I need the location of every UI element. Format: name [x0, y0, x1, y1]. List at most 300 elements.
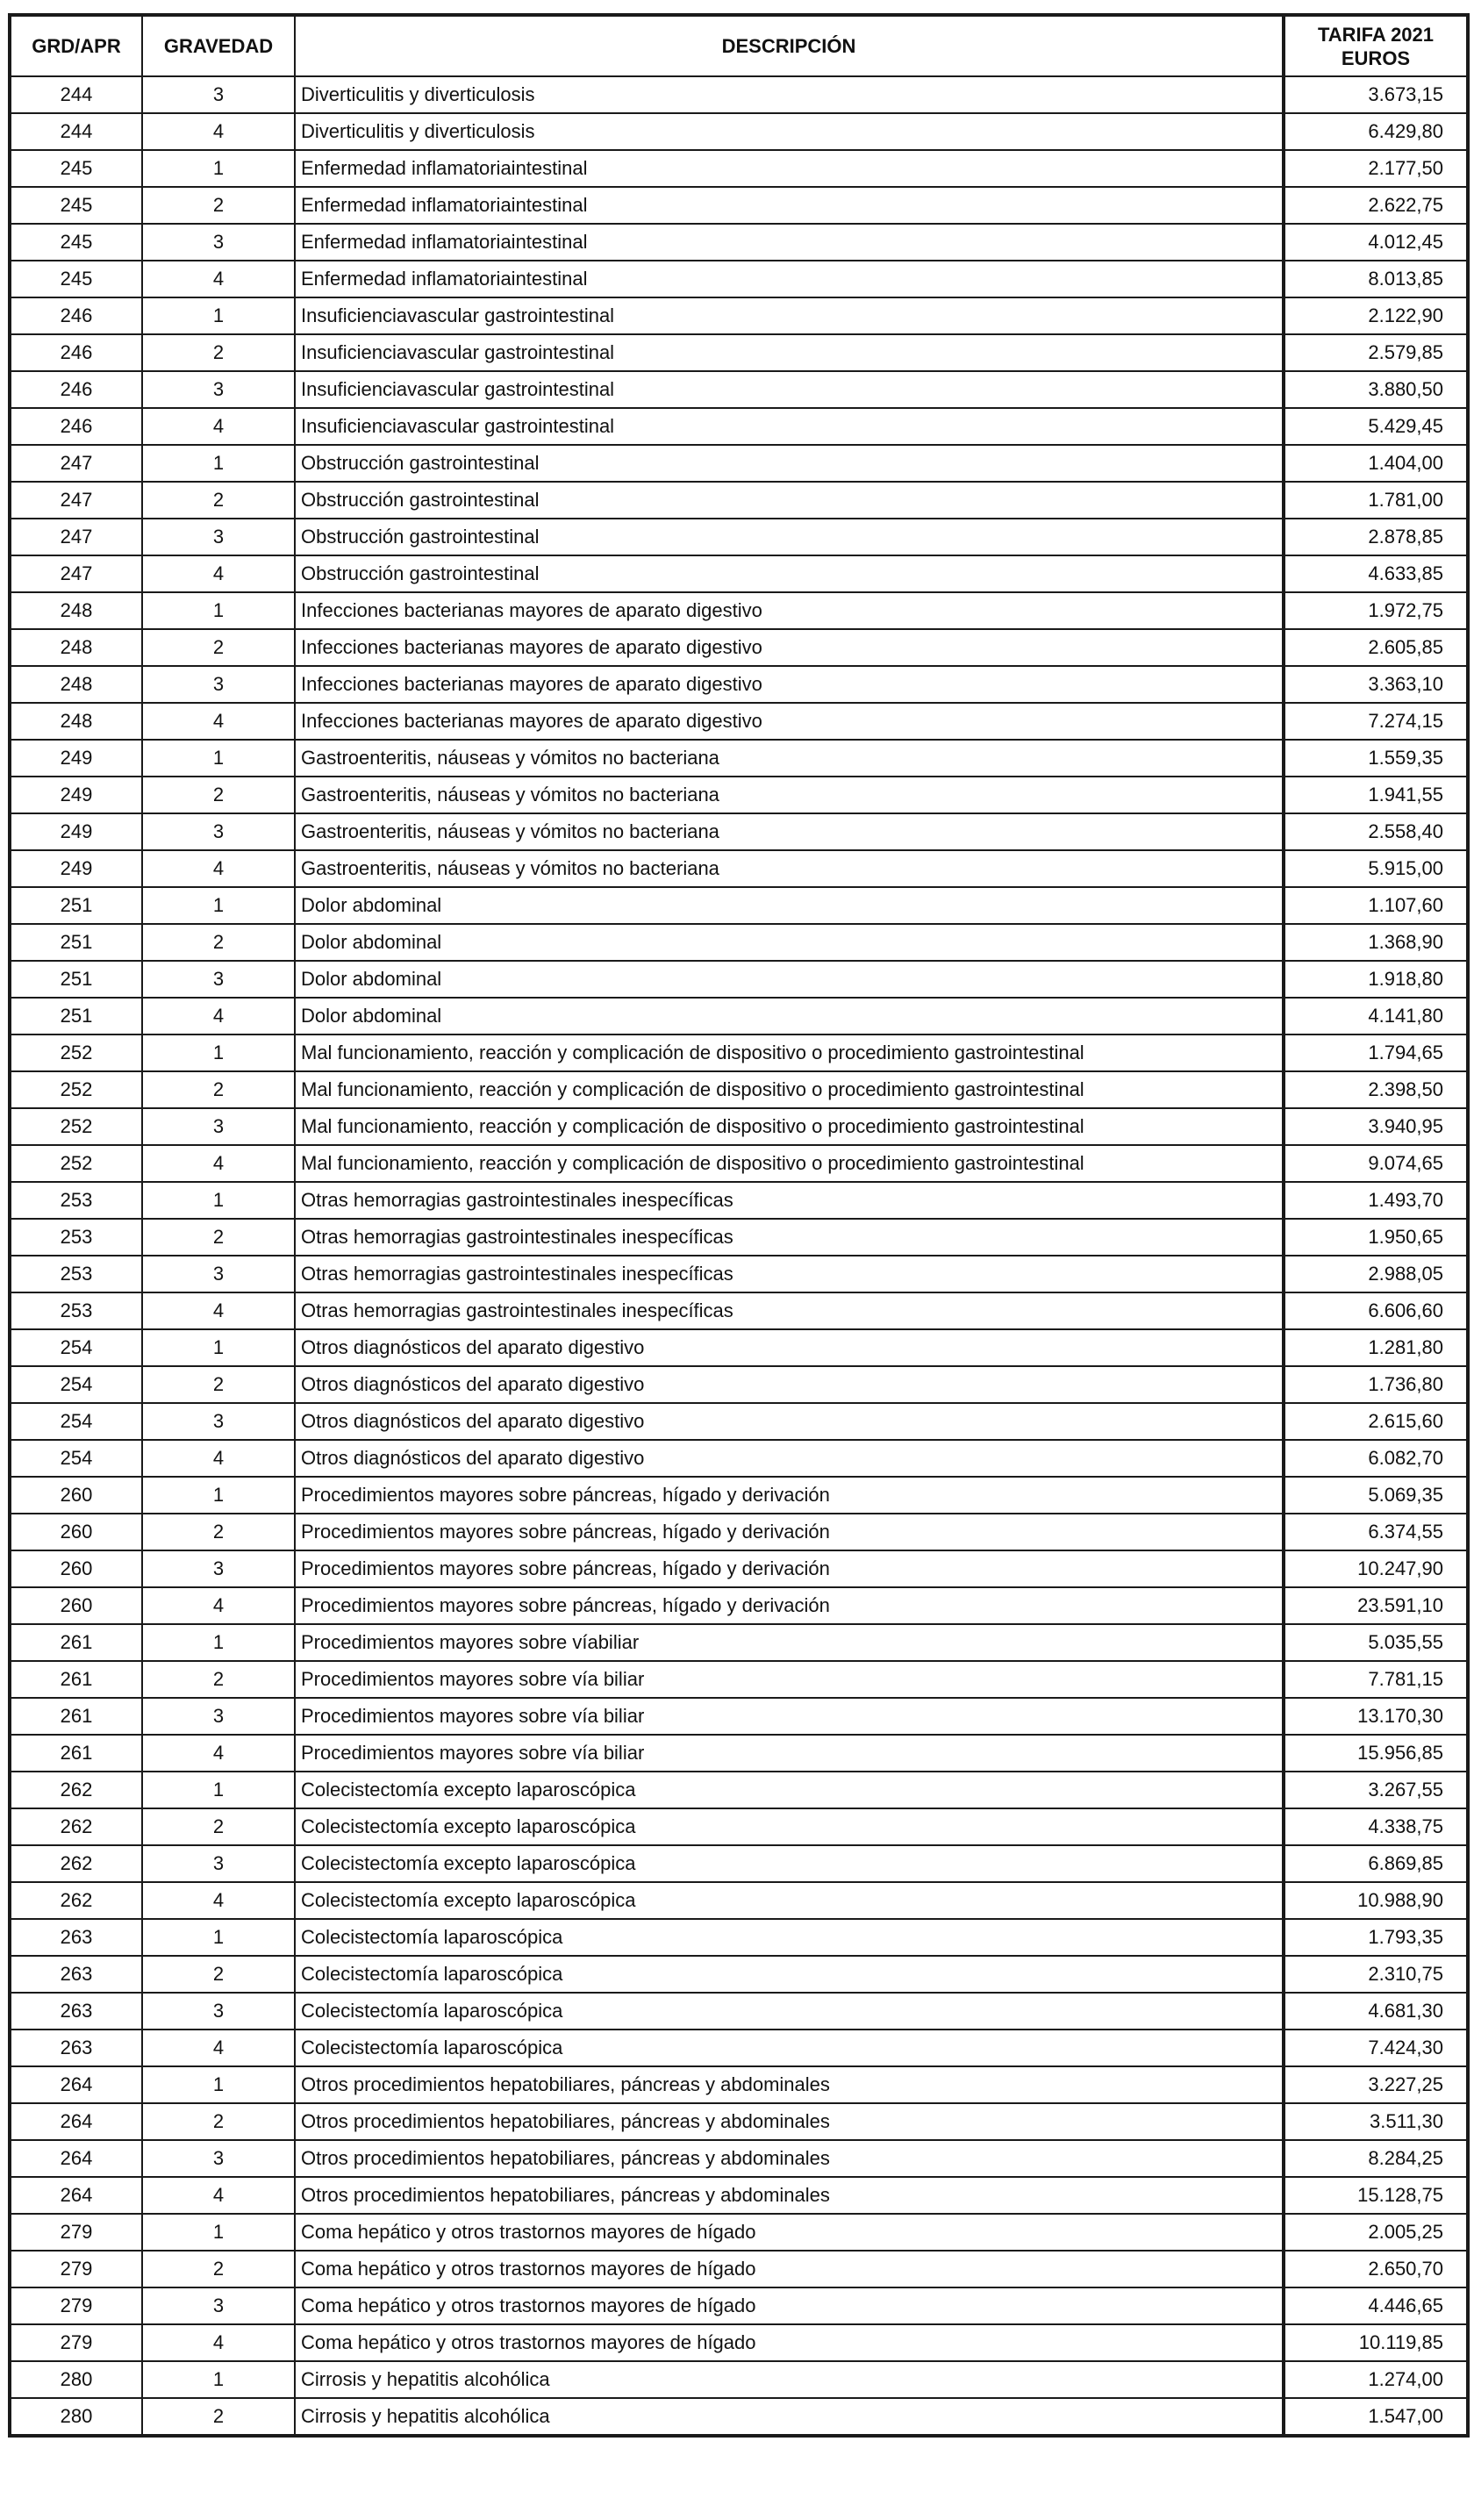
cell-grd: 247 — [10, 555, 142, 592]
cell-grd: 246 — [10, 371, 142, 408]
cell-descripcion: Colecistectomía excepto laparoscópica — [295, 1845, 1284, 1882]
cell-gravedad: 1 — [142, 1624, 295, 1661]
cell-gravedad: 3 — [142, 76, 295, 113]
cell-gravedad: 2 — [142, 2251, 295, 2287]
cell-tarifa: 7.424,30 — [1284, 2030, 1468, 2066]
cell-grd: 244 — [10, 76, 142, 113]
cell-tarifa: 23.591,10 — [1284, 1587, 1468, 1624]
header-row — [10, 15, 1468, 76]
cell-grd: 248 — [10, 666, 142, 703]
cell-gravedad: 4 — [142, 1145, 295, 1182]
cell-descripcion: Otros procedimientos hepatobiliares, páncreas y abdominales — [295, 2140, 1284, 2177]
cell-descripcion: Obstrucción gastrointestinal — [295, 445, 1284, 482]
cell-grd: 260 — [10, 1514, 142, 1550]
cell-tarifa: 2.005,25 — [1284, 2214, 1468, 2251]
cell-descripcion: Colecistectomía laparoscópica — [295, 1956, 1284, 1993]
header-grd: GRD/APR — [10, 15, 142, 76]
table-row — [10, 2177, 1468, 2214]
cell-descripcion: Coma hepático y otros trastornos mayores de hígado — [295, 2214, 1284, 2251]
cell-tarifa: 1.547,00 — [1284, 2398, 1468, 2436]
cell-gravedad: 2 — [142, 1514, 295, 1550]
cell-descripcion: Gastroenteritis, náuseas y vómitos no bacteriana — [295, 740, 1284, 777]
table-row — [10, 334, 1468, 371]
cell-tarifa: 2.605,85 — [1284, 629, 1468, 666]
cell-tarifa: 2.398,50 — [1284, 1071, 1468, 1108]
table-row — [10, 1882, 1468, 1919]
table-row — [10, 408, 1468, 445]
cell-grd: 260 — [10, 1477, 142, 1514]
table-row — [10, 1550, 1468, 1587]
cell-grd: 247 — [10, 445, 142, 482]
table-row — [10, 2140, 1468, 2177]
cell-descripcion: Obstrucción gastrointestinal — [295, 482, 1284, 519]
cell-gravedad: 2 — [142, 924, 295, 961]
table-row — [10, 2214, 1468, 2251]
cell-grd: 253 — [10, 1182, 142, 1219]
cell-gravedad: 2 — [142, 2103, 295, 2140]
cell-tarifa: 15.128,75 — [1284, 2177, 1468, 2214]
cell-gravedad: 3 — [142, 666, 295, 703]
cell-descripcion: Colecistectomía excepto laparoscópica — [295, 1882, 1284, 1919]
cell-descripcion: Otras hemorragias gastrointestinales inespecíficas — [295, 1182, 1284, 1219]
table-row — [10, 1514, 1468, 1550]
cell-gravedad: 3 — [142, 813, 295, 850]
cell-tarifa: 4.338,75 — [1284, 1808, 1468, 1845]
cell-descripcion: Enfermedad inflamatoriaintestinal — [295, 224, 1284, 261]
cell-grd: 279 — [10, 2324, 142, 2361]
cell-tarifa: 1.107,60 — [1284, 887, 1468, 924]
cell-grd: 253 — [10, 1219, 142, 1256]
cell-gravedad: 3 — [142, 1256, 295, 1292]
cell-tarifa: 2.177,50 — [1284, 150, 1468, 187]
cell-descripcion: Diverticulitis y diverticulosis — [295, 76, 1284, 113]
cell-descripcion: Coma hepático y otros trastornos mayores de hígado — [295, 2251, 1284, 2287]
table-row — [10, 2324, 1468, 2361]
cell-grd: 251 — [10, 998, 142, 1034]
cell-descripcion: Procedimientos mayores sobre páncreas, hígado y derivación — [295, 1514, 1284, 1550]
cell-tarifa: 1.274,00 — [1284, 2361, 1468, 2398]
cell-descripcion: Colecistectomía laparoscópica — [295, 1993, 1284, 2030]
table-row — [10, 1919, 1468, 1956]
table-row — [10, 1587, 1468, 1624]
cell-tarifa: 1.794,65 — [1284, 1034, 1468, 1071]
table-row — [10, 519, 1468, 555]
cell-gravedad: 2 — [142, 482, 295, 519]
cell-descripcion: Otras hemorragias gastrointestinales inespecíficas — [295, 1256, 1284, 1292]
table-row — [10, 2287, 1468, 2324]
table-body — [10, 76, 1468, 2436]
cell-grd: 249 — [10, 813, 142, 850]
cell-gravedad: 4 — [142, 1587, 295, 1624]
table-row — [10, 1772, 1468, 1808]
cell-grd: 263 — [10, 1956, 142, 1993]
cell-tarifa: 1.559,35 — [1284, 740, 1468, 777]
cell-tarifa: 2.122,90 — [1284, 297, 1468, 334]
cell-gravedad: 2 — [142, 2398, 295, 2436]
table-row — [10, 482, 1468, 519]
cell-gravedad: 4 — [142, 1735, 295, 1772]
cell-tarifa: 4.633,85 — [1284, 555, 1468, 592]
cell-descripcion: Enfermedad inflamatoriaintestinal — [295, 187, 1284, 224]
cell-tarifa: 3.673,15 — [1284, 76, 1468, 113]
cell-descripcion: Obstrucción gastrointestinal — [295, 555, 1284, 592]
cell-descripcion: Dolor abdominal — [295, 887, 1284, 924]
table-row — [10, 1329, 1468, 1366]
cell-descripcion: Procedimientos mayores sobre vía biliar — [295, 1698, 1284, 1735]
cell-gravedad: 2 — [142, 1661, 295, 1698]
cell-tarifa: 6.606,60 — [1284, 1292, 1468, 1329]
table-row — [10, 1477, 1468, 1514]
cell-tarifa: 8.284,25 — [1284, 2140, 1468, 2177]
cell-tarifa: 7.781,15 — [1284, 1661, 1468, 1698]
cell-gravedad: 4 — [142, 1882, 295, 1919]
table-row — [10, 2066, 1468, 2103]
cell-grd: 280 — [10, 2398, 142, 2436]
cell-tarifa: 10.247,90 — [1284, 1550, 1468, 1587]
cell-gravedad: 4 — [142, 2324, 295, 2361]
cell-descripcion: Dolor abdominal — [295, 998, 1284, 1034]
cell-gravedad: 2 — [142, 1219, 295, 1256]
cell-tarifa: 10.988,90 — [1284, 1882, 1468, 1919]
cell-descripcion: Infecciones bacterianas mayores de aparato digestivo — [295, 592, 1284, 629]
cell-gravedad: 2 — [142, 334, 295, 371]
table-row — [10, 1440, 1468, 1477]
table-row — [10, 1698, 1468, 1735]
cell-gravedad: 4 — [142, 261, 295, 297]
table-row — [10, 1366, 1468, 1403]
cell-gravedad: 1 — [142, 150, 295, 187]
cell-descripcion: Gastroenteritis, náuseas y vómitos no bacteriana — [295, 813, 1284, 850]
cell-grd: 260 — [10, 1587, 142, 1624]
cell-gravedad: 3 — [142, 1403, 295, 1440]
table-row — [10, 998, 1468, 1034]
table-row — [10, 371, 1468, 408]
table-row — [10, 1256, 1468, 1292]
cell-gravedad: 1 — [142, 297, 295, 334]
cell-tarifa: 1.972,75 — [1284, 592, 1468, 629]
table-row — [10, 113, 1468, 150]
cell-tarifa: 2.650,70 — [1284, 2251, 1468, 2287]
cell-grd: 260 — [10, 1550, 142, 1587]
cell-descripcion: Mal funcionamiento, reacción y complicación de dispositivo o procedimiento gastrointestinal — [295, 1108, 1284, 1145]
cell-descripcion: Enfermedad inflamatoriaintestinal — [295, 261, 1284, 297]
cell-tarifa: 15.956,85 — [1284, 1735, 1468, 1772]
cell-grd: 252 — [10, 1071, 142, 1108]
cell-tarifa: 1.281,80 — [1284, 1329, 1468, 1366]
cell-descripcion: Infecciones bacterianas mayores de aparato digestivo — [295, 666, 1284, 703]
cell-tarifa: 5.915,00 — [1284, 850, 1468, 887]
cell-descripcion: Otras hemorragias gastrointestinales inespecíficas — [295, 1292, 1284, 1329]
cell-gravedad: 1 — [142, 2214, 295, 2251]
table-row — [10, 297, 1468, 334]
cell-grd: 279 — [10, 2214, 142, 2251]
cell-tarifa: 1.368,90 — [1284, 924, 1468, 961]
cell-descripcion: Mal funcionamiento, reacción y complicación de dispositivo o procedimiento gastrointestinal — [295, 1145, 1284, 1182]
cell-descripcion: Colecistectomía laparoscópica — [295, 1919, 1284, 1956]
table-row — [10, 850, 1468, 887]
cell-grd: 249 — [10, 850, 142, 887]
cell-grd: 252 — [10, 1108, 142, 1145]
cell-grd: 262 — [10, 1845, 142, 1882]
cell-tarifa: 2.310,75 — [1284, 1956, 1468, 1993]
cell-gravedad: 1 — [142, 1182, 295, 1219]
cell-gravedad: 3 — [142, 1698, 295, 1735]
cell-grd: 251 — [10, 924, 142, 961]
table-row — [10, 1845, 1468, 1882]
cell-tarifa: 2.988,05 — [1284, 1256, 1468, 1292]
cell-gravedad: 2 — [142, 1808, 295, 1845]
table-row — [10, 666, 1468, 703]
cell-descripcion: Insuficienciavascular gastrointestinal — [295, 408, 1284, 445]
cell-descripcion: Obstrucción gastrointestinal — [295, 519, 1284, 555]
table-row — [10, 1034, 1468, 1071]
table-row — [10, 1808, 1468, 1845]
table-row — [10, 150, 1468, 187]
table-row — [10, 1071, 1468, 1108]
table-row — [10, 1108, 1468, 1145]
cell-tarifa: 10.119,85 — [1284, 2324, 1468, 2361]
table-row — [10, 592, 1468, 629]
cell-tarifa: 1.493,70 — [1284, 1182, 1468, 1219]
table-row — [10, 1403, 1468, 1440]
cell-gravedad: 3 — [142, 371, 295, 408]
cell-tarifa: 6.374,55 — [1284, 1514, 1468, 1550]
cell-grd: 254 — [10, 1440, 142, 1477]
cell-grd: 261 — [10, 1735, 142, 1772]
cell-descripcion: Colecistectomía excepto laparoscópica — [295, 1772, 1284, 1808]
cell-descripcion: Colecistectomía laparoscópica — [295, 2030, 1284, 2066]
cell-gravedad: 1 — [142, 592, 295, 629]
cell-descripcion: Cirrosis y hepatitis alcohólica — [295, 2361, 1284, 2398]
cell-gravedad: 1 — [142, 1919, 295, 1956]
table-row — [10, 924, 1468, 961]
table-row — [10, 2251, 1468, 2287]
cell-descripcion: Infecciones bacterianas mayores de aparato digestivo — [295, 629, 1284, 666]
cell-grd: 279 — [10, 2287, 142, 2324]
cell-grd: 263 — [10, 1993, 142, 2030]
cell-gravedad: 2 — [142, 777, 295, 813]
cell-gravedad: 1 — [142, 887, 295, 924]
table-row — [10, 187, 1468, 224]
cell-descripcion: Gastroenteritis, náuseas y vómitos no bacteriana — [295, 850, 1284, 887]
cell-grd: 252 — [10, 1145, 142, 1182]
table-row — [10, 703, 1468, 740]
cell-gravedad: 3 — [142, 1845, 295, 1882]
cell-grd: 251 — [10, 961, 142, 998]
cell-grd: 248 — [10, 592, 142, 629]
table-row — [10, 1145, 1468, 1182]
cell-grd: 245 — [10, 261, 142, 297]
cell-grd: 261 — [10, 1698, 142, 1735]
cell-tarifa: 4.012,45 — [1284, 224, 1468, 261]
cell-grd: 262 — [10, 1772, 142, 1808]
cell-gravedad: 2 — [142, 1071, 295, 1108]
table-row — [10, 261, 1468, 297]
table-row — [10, 1182, 1468, 1219]
cell-tarifa: 3.940,95 — [1284, 1108, 1468, 1145]
cell-grd: 264 — [10, 2177, 142, 2214]
cell-gravedad: 1 — [142, 1477, 295, 1514]
cell-grd: 245 — [10, 187, 142, 224]
cell-descripcion: Procedimientos mayores sobre vía biliar — [295, 1661, 1284, 1698]
cell-gravedad: 1 — [142, 1772, 295, 1808]
cell-gravedad: 1 — [142, 1329, 295, 1366]
cell-grd: 248 — [10, 703, 142, 740]
cell-gravedad: 3 — [142, 1108, 295, 1145]
cell-grd: 253 — [10, 1256, 142, 1292]
cell-gravedad: 3 — [142, 961, 295, 998]
cell-tarifa: 3.511,30 — [1284, 2103, 1468, 2140]
cell-tarifa: 8.013,85 — [1284, 261, 1468, 297]
header-tarifa-line1: TARIFA 2021 — [1317, 23, 1435, 46]
cell-grd: 262 — [10, 1808, 142, 1845]
header-tarifa-line2: EUROS — [1341, 47, 1411, 69]
cell-tarifa: 2.878,85 — [1284, 519, 1468, 555]
cell-grd: 249 — [10, 777, 142, 813]
cell-gravedad: 4 — [142, 1292, 295, 1329]
cell-gravedad: 4 — [142, 1440, 295, 1477]
cell-gravedad: 4 — [142, 408, 295, 445]
cell-descripcion: Dolor abdominal — [295, 924, 1284, 961]
cell-tarifa: 9.074,65 — [1284, 1145, 1468, 1182]
cell-tarifa: 6.082,70 — [1284, 1440, 1468, 1477]
cell-grd: 264 — [10, 2140, 142, 2177]
cell-grd: 248 — [10, 629, 142, 666]
cell-gravedad: 3 — [142, 1550, 295, 1587]
table-row — [10, 1956, 1468, 1993]
cell-tarifa: 2.622,75 — [1284, 187, 1468, 224]
cell-descripcion: Procedimientos mayores sobre vía biliar — [295, 1735, 1284, 1772]
table-row — [10, 2030, 1468, 2066]
table-row — [10, 813, 1468, 850]
cell-descripcion: Procedimientos mayores sobre páncreas, hígado y derivación — [295, 1550, 1284, 1587]
table-row — [10, 224, 1468, 261]
cell-tarifa: 3.880,50 — [1284, 371, 1468, 408]
cell-tarifa: 4.681,30 — [1284, 1993, 1468, 2030]
table-row — [10, 555, 1468, 592]
cell-tarifa: 3.267,55 — [1284, 1772, 1468, 1808]
cell-grd: 247 — [10, 519, 142, 555]
cell-gravedad: 3 — [142, 1993, 295, 2030]
cell-gravedad: 1 — [142, 740, 295, 777]
cell-descripcion: Otras hemorragias gastrointestinales inespecíficas — [295, 1219, 1284, 1256]
cell-gravedad: 2 — [142, 629, 295, 666]
cell-gravedad: 2 — [142, 1956, 295, 1993]
cell-gravedad: 3 — [142, 519, 295, 555]
cell-descripcion: Mal funcionamiento, reacción y complicación de dispositivo o procedimiento gastrointestinal — [295, 1034, 1284, 1071]
cell-gravedad: 1 — [142, 2066, 295, 2103]
cell-grd: 251 — [10, 887, 142, 924]
cell-gravedad: 4 — [142, 2030, 295, 2066]
table-row — [10, 961, 1468, 998]
cell-tarifa: 1.918,80 — [1284, 961, 1468, 998]
cell-grd: 254 — [10, 1329, 142, 1366]
cell-gravedad: 1 — [142, 2361, 295, 2398]
cell-gravedad: 4 — [142, 850, 295, 887]
table-row — [10, 1993, 1468, 2030]
cell-tarifa: 7.274,15 — [1284, 703, 1468, 740]
cell-grd: 261 — [10, 1624, 142, 1661]
cell-descripcion: Insuficienciavascular gastrointestinal — [295, 334, 1284, 371]
cell-gravedad: 3 — [142, 224, 295, 261]
table-row — [10, 1219, 1468, 1256]
cell-tarifa: 5.069,35 — [1284, 1477, 1468, 1514]
cell-gravedad: 3 — [142, 2140, 295, 2177]
table-row — [10, 629, 1468, 666]
cell-gravedad: 4 — [142, 703, 295, 740]
table-row — [10, 76, 1468, 113]
header-descripcion: DESCRIPCIÓN — [295, 15, 1284, 76]
table-row — [10, 740, 1468, 777]
cell-gravedad: 4 — [142, 2177, 295, 2214]
cell-gravedad: 1 — [142, 445, 295, 482]
table-row — [10, 1735, 1468, 1772]
cell-descripcion: Coma hepático y otros trastornos mayores de hígado — [295, 2287, 1284, 2324]
cell-descripcion: Coma hepático y otros trastornos mayores de hígado — [295, 2324, 1284, 2361]
table-row — [10, 2361, 1468, 2398]
cell-grd: 252 — [10, 1034, 142, 1071]
cell-tarifa: 2.579,85 — [1284, 334, 1468, 371]
cell-grd: 247 — [10, 482, 142, 519]
cell-grd: 245 — [10, 150, 142, 187]
cell-tarifa: 5.429,45 — [1284, 408, 1468, 445]
cell-grd: 246 — [10, 408, 142, 445]
cell-tarifa: 1.736,80 — [1284, 1366, 1468, 1403]
cell-descripcion: Otros procedimientos hepatobiliares, páncreas y abdominales — [295, 2103, 1284, 2140]
cell-tarifa: 1.941,55 — [1284, 777, 1468, 813]
cell-descripcion: Procedimientos mayores sobre páncreas, hígado y derivación — [295, 1477, 1284, 1514]
cell-tarifa: 1.404,00 — [1284, 445, 1468, 482]
cell-descripcion: Procedimientos mayores sobre víabiliar — [295, 1624, 1284, 1661]
cell-tarifa: 2.615,60 — [1284, 1403, 1468, 1440]
cell-tarifa: 1.781,00 — [1284, 482, 1468, 519]
cell-tarifa: 13.170,30 — [1284, 1698, 1468, 1735]
tariff-table — [8, 13, 1470, 2438]
cell-grd: 263 — [10, 1919, 142, 1956]
cell-descripcion: Infecciones bacterianas mayores de aparato digestivo — [295, 703, 1284, 740]
cell-grd: 263 — [10, 2030, 142, 2066]
table-row — [10, 2103, 1468, 2140]
cell-grd: 245 — [10, 224, 142, 261]
cell-descripcion: Dolor abdominal — [295, 961, 1284, 998]
cell-descripcion: Mal funcionamiento, reacción y complicación de dispositivo o procedimiento gastrointestinal — [295, 1071, 1284, 1108]
cell-descripcion: Insuficienciavascular gastrointestinal — [295, 297, 1284, 334]
cell-gravedad: 4 — [142, 998, 295, 1034]
cell-descripcion: Otros diagnósticos del aparato digestivo — [295, 1329, 1284, 1366]
table-row — [10, 1624, 1468, 1661]
cell-descripcion: Otros procedimientos hepatobiliares, páncreas y abdominales — [295, 2066, 1284, 2103]
table-row — [10, 1292, 1468, 1329]
cell-grd: 261 — [10, 1661, 142, 1698]
table-row — [10, 777, 1468, 813]
cell-gravedad: 4 — [142, 113, 295, 150]
header-gravedad: GRAVEDAD — [142, 15, 295, 76]
table-row — [10, 1661, 1468, 1698]
cell-descripcion: Otros procedimientos hepatobiliares, páncreas y abdominales — [295, 2177, 1284, 2214]
cell-grd: 246 — [10, 334, 142, 371]
cell-grd: 246 — [10, 297, 142, 334]
cell-tarifa: 3.363,10 — [1284, 666, 1468, 703]
cell-tarifa: 1.950,65 — [1284, 1219, 1468, 1256]
cell-grd: 253 — [10, 1292, 142, 1329]
cell-descripcion: Gastroenteritis, náuseas y vómitos no bacteriana — [295, 777, 1284, 813]
cell-grd: 254 — [10, 1403, 142, 1440]
cell-grd: 254 — [10, 1366, 142, 1403]
table-row — [10, 445, 1468, 482]
cell-gravedad: 2 — [142, 1366, 295, 1403]
cell-tarifa: 4.141,80 — [1284, 998, 1468, 1034]
cell-descripcion: Otros diagnósticos del aparato digestivo — [295, 1366, 1284, 1403]
